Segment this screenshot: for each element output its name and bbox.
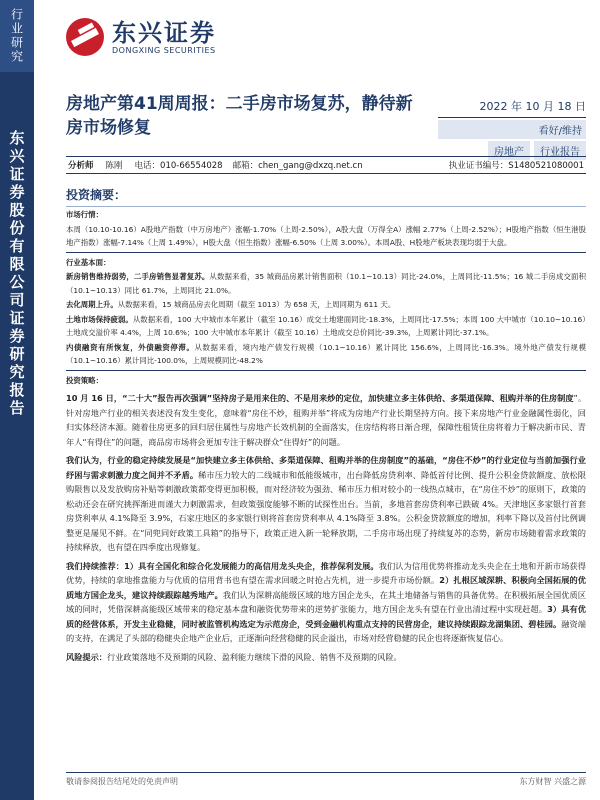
industry-heading: 行业基本面： <box>66 257 111 267</box>
logo-en-text: DONGXING SECURITIES <box>112 45 216 55</box>
report-title: 房地产第41周周报：二手房市场复苏，静待新房市场修复 <box>66 94 413 138</box>
item-bold: 3）具有优质的经营体系，开发主业稳健，同时被监管机构选定为示范房企，受到金融机构重点支持的民营房企，建议持续跟踪龙湖集团、碧桂园。 <box>66 604 586 629</box>
sidebar-company-label: 东兴证券股份有限公司证券研究报告 <box>7 130 26 418</box>
sidebar-category <box>0 0 34 72</box>
analyst-phone: 电话：010-66554028 <box>134 161 223 171</box>
industry-item-sales <box>66 270 586 297</box>
analyst-name: 陈刚 <box>105 161 123 171</box>
item-lead: 新房销售维持弱势，二手房销售显著复苏。 <box>66 272 210 281</box>
item-bold: 2）扎根区域深耕、积极向全国拓展的优质地方国企龙头，建议持续跟踪越秀地产。 <box>66 575 586 600</box>
item-bold: “二十大”报告再次强调”坚持房子是用来住的、不是用来炒的定位，加快建立多主体供给、多渠道保障、租购并举的住房制度 <box>122 393 574 403</box>
item-lead: 10 月 16 日， <box>66 393 123 403</box>
market-paragraph: 本周（10.10-10.16）A股地产指数（中万房地产）涨幅-1.70%（上周-2.50%），A股大盘（万得全A）涨幅 2.77%（上周-2.52%）；H股地产指数（恒生港股地产指数）涨幅-7.14%（上周 1.49%），H股大盘（恒生指数）涨幅-6.50%（上周 3.00%）。本周A股、H股地产板块表现均弱于大盘。 <box>66 224 586 247</box>
item-text: 从数据来看，35 城商品房累计销售面积（10.1~10.13）同比-24.0%，上周同比-11.5%；16 城二手房成交面积（10.1~10.13）同比 61.7%，上周同比 21.0%。 <box>66 272 586 295</box>
rating-badge: 看好/维持 <box>438 120 586 139</box>
tag-type: 行业报告 <box>534 141 586 160</box>
logo-cn-text: 东兴证券 <box>112 18 216 47</box>
sidebar-company <box>0 130 34 530</box>
analyst-label: 分析师 <box>68 161 94 171</box>
divider <box>66 370 586 371</box>
analyst-email[interactable]: 邮箱：chen_gang@dxzq.net.cn <box>232 161 363 171</box>
strategy-paragraph-2 <box>66 453 586 555</box>
sidebar <box>0 0 34 800</box>
item-text: 从数据来看，15 城商品房去化周期（截至 1013）为 658 天，上周同期为 611 天。 <box>117 300 396 309</box>
item-text: 从数据来看，境内地产债发行规模（10.1~10.16）累计同比 156.6%，上周同比-16.3%。境外地产债发行规模（10.1~10.16）累计同比-100.0%，上周规模同比-48.2% <box>66 342 586 365</box>
analyst-license: 执业证书编号：S1480521080001 <box>448 161 584 171</box>
analyst-row <box>66 156 586 174</box>
report-date: 2022 年 10 月 18 日 <box>438 98 586 118</box>
company-logo <box>66 18 216 56</box>
item-lead: 内债融资有所恢复，外债融资停滞。 <box>66 342 195 352</box>
footer-disclaimer: 敬请参阅报告结尾处的免责声明 <box>66 777 178 786</box>
divider <box>66 252 586 253</box>
item-text: 融资端的支持，在满足了头部的稳健央企地产企业后，正逐渐向经营稳健的民企溢出，市场对经营稳健的民企也将逐渐恢复信心。 <box>66 618 586 643</box>
strategy-heading: 投资策略： <box>66 375 103 385</box>
industry-item-land <box>66 313 586 340</box>
strategy-paragraph-3 <box>66 559 586 646</box>
section-title: 投资摘要： <box>66 186 586 207</box>
risk-heading: 风险提示： <box>66 651 107 662</box>
sidebar-category-label: 行业研究 <box>9 8 24 64</box>
industry-item-financing <box>66 341 586 368</box>
report-meta <box>438 98 586 160</box>
strategy-paragraph-1 <box>66 391 586 449</box>
item-text: 稀市压力较大的二线城市和低能级城市，出台降低房贷利率、降低首付比例、提升公积金贷款额度、放松限购限售以及发放购房补贴等刺激政策都变得更加积极，而对经济较为强劲、稀市压力相对较小的一线热点城市，在“房住不炒”的原则下，政策的松动还会在研究挑挥渐进而谨大力刺激需求，但政策强度能够不断的试探性出台。当前，多地首套房贷利率已跌破 4%。天津地区多家银行首套房贷利率从 4.1%降至 3.9%，石家庄地区的多家银行则将首套房贷利率从 4.1%降至 3.8%。公积金贷款额度的增加，利率下降以及首付比例调整更是屡见不鲜。在“同兜同好政策工具箱”的指导下，政策正进入新一轮释放期，二手房市场出现了持续复苏的态势，新房市场随着需求政策的持续释放，也有望在四季度出现修复。 <box>66 469 586 552</box>
item-bold: 我们持续推荐：1）具有全国化和综合化发展能力的高信用龙头央企，推荐保利发展。 <box>66 560 379 571</box>
industry-item-destock <box>66 298 586 312</box>
item-text: ”。针对房地产行业的相关表述没有发生变化，意味着“房住不炒，租购并举”将成为房地产行业长期坚持方向。接下来房地产行业金融属性弱化，回归实体经济本源。随着住房更多的回归居住属性与房地产长效机制的全面落实，住房结构将日渐合理，保障性租赁住房将着力于解决新市民、青年人“有得住”的问题，商品房市场将会更加专注于解决群众“住得好”的问题。 <box>66 393 587 447</box>
risk-text: 行业政策落地不及预期的风险、盈利能力继续下滑的风险、销售不及预期的风险。 <box>106 651 402 662</box>
item-lead: 去化周期上升。 <box>66 300 118 309</box>
tag-sector: 房地产 <box>488 141 530 160</box>
footer-slogan: 东方财智 兴盛之源 <box>519 777 586 786</box>
item-text: 我们认为信用优势将推动龙头央企在土地和开新市场获得优势，持续的拿地推盘能力与优质的信用背书也有望在需求回暖之时抢占先机，进一步提升市场份额。 <box>66 560 586 585</box>
logo-mark-icon <box>66 18 104 56</box>
item-text: 从数据来看，100 大中城市本年累计（截至 10.16）成交土地建面同比-18.3%，上周同比-17.5%；本周 100 大中城市（10.10~10.16）土地成交溢价率 4.4%，上周 10.6%；100 大中城市本年累计（截至 10.16）土地成交总价同比-39.3%，上周累计同比-37.1%。 <box>66 314 586 337</box>
item-lead: 土地市场保持疲弱。 <box>66 314 133 324</box>
item-text: 我们认为深耕高能级区域的地方国企龙头，在其土地储备与销售的具备优势。在积极拓展全国优质区域的同时，凭借深耕高能级区域带来的稳定基本盘和融资优势带来的逆势扩张能力，地方国企龙头有望在行业出清过程中实现赶超。 <box>66 589 586 614</box>
risk-paragraph <box>66 650 586 665</box>
page-footer <box>66 772 586 787</box>
item-bold: 我们认为，行业的稳定持续发展是“加快建立多主体供给、多渠道保障、租购并举的住房制度”的基础，“房住不炒”的行业定位与当前加强行业纾困与需求刺激力度之间并不矛盾。 <box>66 455 586 480</box>
market-heading: 市场行情： <box>66 210 103 219</box>
report-body <box>66 208 586 665</box>
